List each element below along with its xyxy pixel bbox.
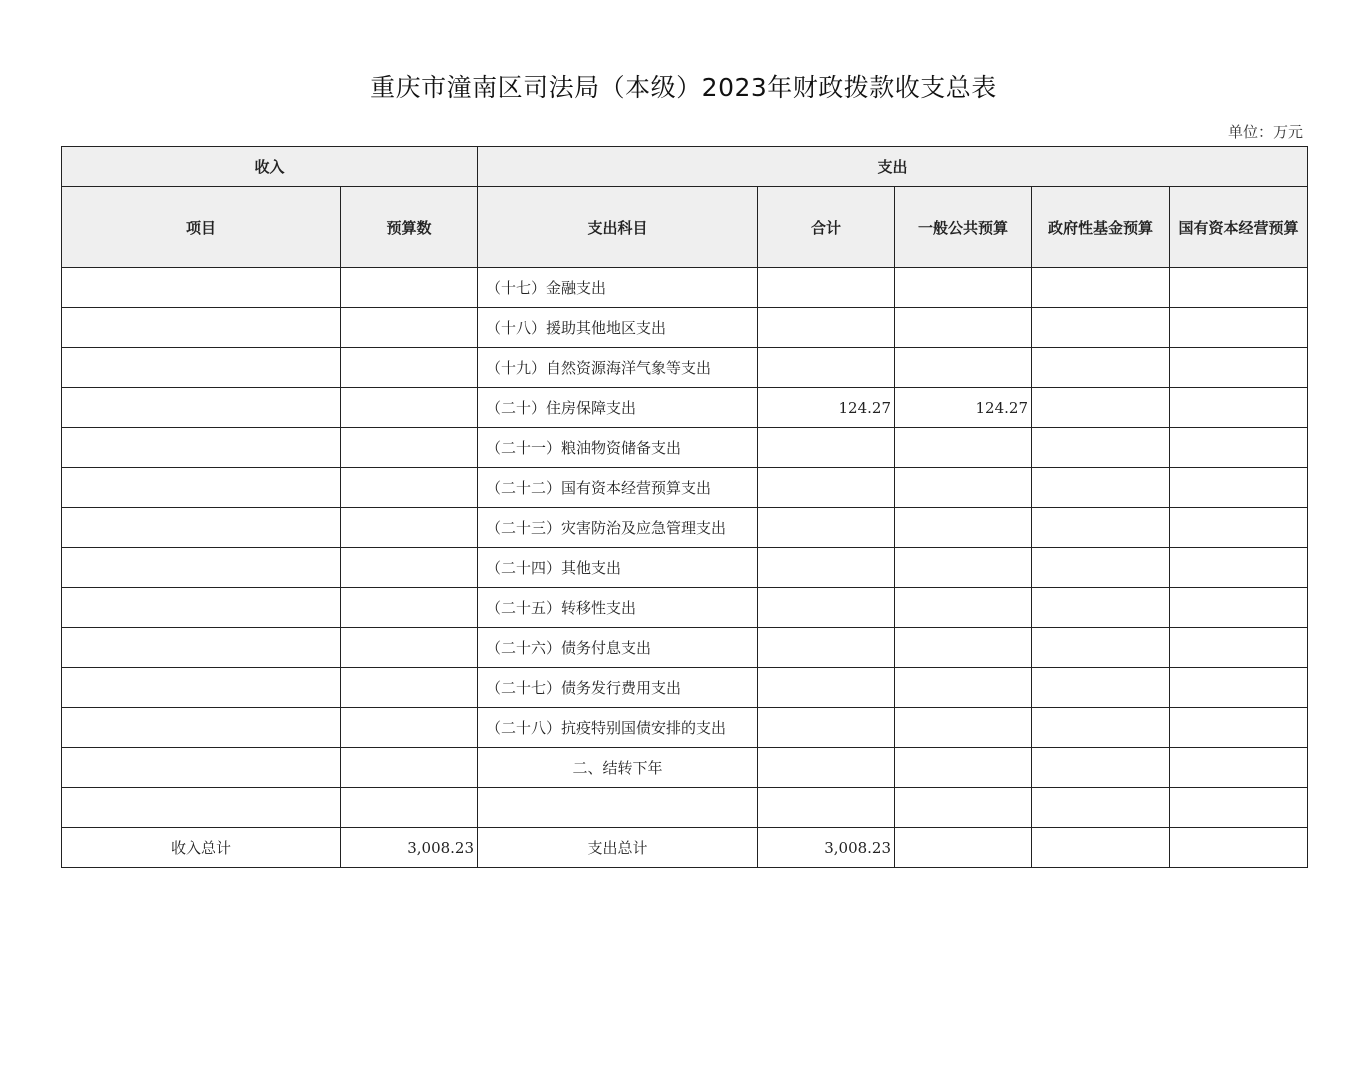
total-cell: [758, 628, 895, 668]
table-row: [62, 708, 1308, 748]
subject-cell: （二十六）债务付息支出: [478, 628, 758, 668]
budget-cell: [341, 668, 478, 708]
total-cell: [758, 588, 895, 628]
carryover-row: [62, 748, 1308, 788]
general-budget-cell: [895, 308, 1032, 348]
item-cell: [62, 548, 341, 588]
table-row: [62, 268, 1308, 308]
fund-budget-cell: [1032, 268, 1170, 308]
table-row: [62, 508, 1308, 548]
table-row: [62, 668, 1308, 708]
fund-budget-cell: [1032, 828, 1170, 868]
item-cell: [62, 268, 341, 308]
state-capital-cell: [1170, 708, 1308, 748]
item-cell: [62, 308, 341, 348]
item-cell: [62, 468, 341, 508]
totals-row: [62, 828, 1308, 868]
total-cell: [758, 428, 895, 468]
total-cell: [758, 548, 895, 588]
carryover-subject-cell: 二、结转下年: [478, 748, 758, 788]
table-row: [62, 428, 1308, 468]
unit-label: 单位：万元: [1227, 123, 1303, 141]
subject-cell: （二十八）抗疫特别国债安排的支出: [478, 708, 758, 748]
table-row: [62, 548, 1308, 588]
item-cell: [62, 388, 341, 428]
subject-cell: [478, 788, 758, 828]
total-cell: [758, 508, 895, 548]
general-budget-cell: [895, 628, 1032, 668]
budget-cell: [341, 308, 478, 348]
general-budget-cell: [895, 588, 1032, 628]
budget-cell: [341, 468, 478, 508]
state-capital-cell: [1170, 268, 1308, 308]
fund-budget-cell: [1032, 788, 1170, 828]
budget-cell: [341, 388, 478, 428]
table-row: [62, 388, 1308, 428]
total-cell: [758, 788, 895, 828]
fund-budget-cell: [1032, 428, 1170, 468]
subject-cell: （十七）金融支出: [478, 268, 758, 308]
fund-budget-cell: [1032, 708, 1170, 748]
table-row: [62, 308, 1308, 348]
subject-cell: （二十七）债务发行费用支出: [478, 668, 758, 708]
table-row: [62, 468, 1308, 508]
state-capital-cell: [1170, 388, 1308, 428]
subject-cell: （二十二）国有资本经营预算支出: [478, 468, 758, 508]
col-header-budget: 预算数: [341, 187, 478, 268]
state-capital-cell: [1170, 628, 1308, 668]
col-header-state-capital-budget: 国有资本经营预算: [1170, 187, 1308, 268]
general-budget-cell: [895, 668, 1032, 708]
budget-cell: [341, 348, 478, 388]
total-cell: [758, 468, 895, 508]
income-group-header: 收入: [62, 147, 478, 187]
general-budget-cell: [895, 508, 1032, 548]
total-cell: [758, 268, 895, 308]
subject-cell: （十九）自然资源海洋气象等支出: [478, 348, 758, 388]
column-header-row: [62, 187, 1308, 268]
general-budget-cell: [895, 268, 1032, 308]
state-capital-cell: [1170, 508, 1308, 548]
subject-cell: （二十四）其他支出: [478, 548, 758, 588]
general-budget-cell: 124.27: [895, 388, 1032, 428]
blank-row: [62, 788, 1308, 828]
col-header-total: 合计: [758, 187, 895, 268]
state-capital-cell: [1170, 468, 1308, 508]
item-cell: [62, 748, 341, 788]
subject-cell: （二十五）转移性支出: [478, 588, 758, 628]
expense-total-label: 支出总计: [478, 828, 758, 868]
table-body: [62, 268, 1308, 868]
expense-group-header: 支出: [478, 147, 1308, 187]
budget-cell: [341, 268, 478, 308]
general-budget-cell: [895, 428, 1032, 468]
budget-cell: [341, 788, 478, 828]
state-capital-cell: [1170, 548, 1308, 588]
general-budget-cell: [895, 748, 1032, 788]
fund-budget-cell: [1032, 668, 1170, 708]
total-cell: [758, 308, 895, 348]
budget-cell: [341, 428, 478, 468]
general-budget-cell: [895, 548, 1032, 588]
expense-total-value: 3,008.23: [758, 828, 895, 868]
total-cell: [758, 348, 895, 388]
budget-table: [61, 146, 1308, 868]
state-capital-cell: [1170, 788, 1308, 828]
fund-budget-cell: [1032, 628, 1170, 668]
budget-cell: [341, 548, 478, 588]
state-capital-cell: [1170, 668, 1308, 708]
state-capital-cell: [1170, 428, 1308, 468]
table-row: [62, 588, 1308, 628]
subject-cell: （二十一）粮油物资储备支出: [478, 428, 758, 468]
item-cell: [62, 428, 341, 468]
fund-budget-cell: [1032, 748, 1170, 788]
budget-cell: [341, 588, 478, 628]
total-cell: [758, 668, 895, 708]
col-header-item: 项目: [62, 187, 341, 268]
budget-cell: [341, 508, 478, 548]
total-cell: 124.27: [758, 388, 895, 428]
item-cell: [62, 628, 341, 668]
fund-budget-cell: [1032, 348, 1170, 388]
state-capital-cell: [1170, 588, 1308, 628]
group-header-row: [62, 147, 1308, 187]
col-header-fund-budget: 政府性基金预算: [1032, 187, 1170, 268]
fund-budget-cell: [1032, 508, 1170, 548]
subject-cell: （十八）援助其他地区支出: [478, 308, 758, 348]
fund-budget-cell: [1032, 588, 1170, 628]
item-cell: [62, 788, 341, 828]
income-total-value: 3,008.23: [341, 828, 478, 868]
general-budget-cell: [895, 788, 1032, 828]
subject-cell: （二十三）灾害防治及应急管理支出: [478, 508, 758, 548]
page-title: 重庆市潼南区司法局（本级）2023年财政拨款收支总表: [370, 73, 997, 102]
table-row: [62, 628, 1308, 668]
item-cell: [62, 708, 341, 748]
state-capital-cell: [1170, 348, 1308, 388]
subject-cell: （二十）住房保障支出: [478, 388, 758, 428]
fund-budget-cell: [1032, 308, 1170, 348]
fund-budget-cell: [1032, 548, 1170, 588]
fund-budget-cell: [1032, 388, 1170, 428]
budget-cell: [341, 748, 478, 788]
col-header-subject: 支出科目: [478, 187, 758, 268]
general-budget-cell: [895, 348, 1032, 388]
item-cell: [62, 348, 341, 388]
item-cell: [62, 508, 341, 548]
income-total-label: 收入总计: [62, 828, 341, 868]
total-cell: [758, 748, 895, 788]
budget-cell: [341, 628, 478, 668]
general-budget-cell: [895, 828, 1032, 868]
item-cell: [62, 668, 341, 708]
fund-budget-cell: [1032, 468, 1170, 508]
budget-cell: [341, 708, 478, 748]
state-capital-cell: [1170, 748, 1308, 788]
total-cell: [758, 708, 895, 748]
general-budget-cell: [895, 468, 1032, 508]
general-budget-cell: [895, 708, 1032, 748]
state-capital-cell: [1170, 828, 1308, 868]
state-capital-cell: [1170, 308, 1308, 348]
col-header-general-budget: 一般公共预算: [895, 187, 1032, 268]
table-row: [62, 348, 1308, 388]
item-cell: [62, 588, 341, 628]
